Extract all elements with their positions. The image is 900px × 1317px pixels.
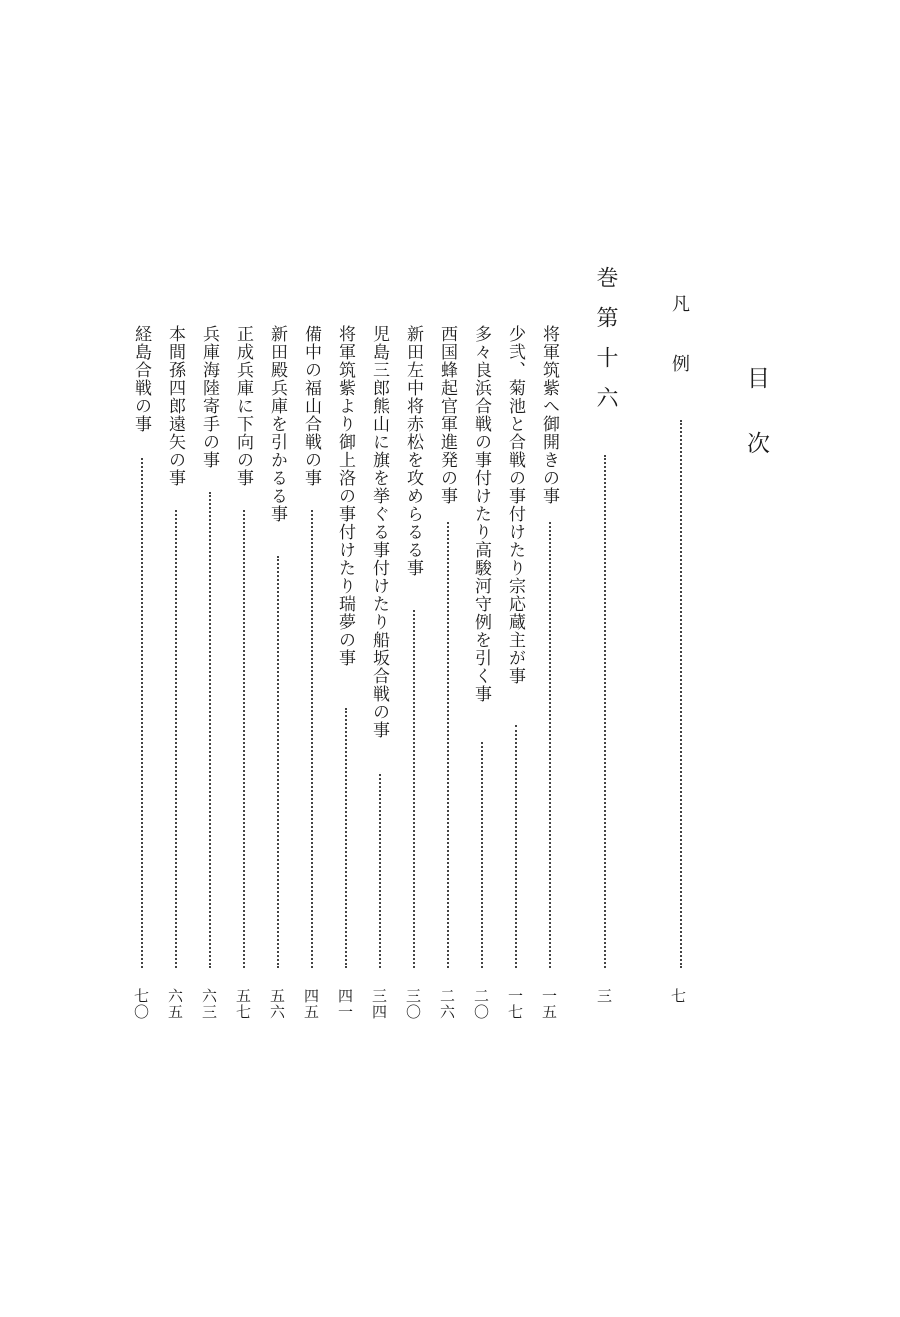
toc-entry-label[interactable]: 多々良浜合戦の事付けたり高駿河守例を引く事: [471, 325, 491, 703]
toc-entry-label[interactable]: 将軍筑紫より御上洛の事付けたり瑞夢の事: [335, 325, 355, 667]
toc-volume-leader: [604, 455, 606, 968]
toc-entry-label[interactable]: 将軍筑紫へ御開きの事: [539, 325, 559, 505]
toc-entry-leader: [141, 458, 143, 968]
toc-entry-label[interactable]: 経島合戦の事: [131, 325, 151, 433]
toc-entry-page: 五七: [234, 988, 252, 1020]
toc-entry-label[interactable]: 新田殿兵庫を引かるる事: [267, 325, 287, 523]
toc-entry-label[interactable]: 児島三郎熊山に旗を挙ぐる事付けたり船坂合戦の事: [369, 325, 389, 739]
toc-entry-label[interactable]: 兵庫海陸寄手の事: [199, 325, 219, 469]
toc-entry-leader: [549, 522, 551, 968]
page-title: 目次: [743, 366, 769, 496]
toc-entry-leader: [447, 522, 449, 968]
toc-entry-page: 六五: [166, 988, 184, 1020]
toc-volume-page: 三: [595, 988, 613, 1004]
toc-entry-page: 四一: [336, 988, 354, 1020]
toc-entry-leader: [209, 492, 211, 968]
toc-entry-label[interactable]: 少弐、菊池と合戦の事付けたり宗応蔵主が事: [505, 325, 525, 685]
toc-entry-leader: [243, 510, 245, 968]
toc-front-page: 七: [669, 988, 687, 1004]
toc-entry-leader: [413, 610, 415, 968]
toc-entry-page: 七〇: [132, 988, 150, 1020]
toc-entry-label[interactable]: 備中の福山合戦の事: [301, 325, 321, 487]
toc-entry-page: 一五: [540, 988, 558, 1020]
toc-front-leader: [680, 420, 682, 968]
toc-entry-page: 五六: [268, 988, 286, 1020]
toc-entry-leader: [175, 510, 177, 968]
toc-front-label[interactable]: 凡例: [669, 294, 690, 414]
toc-entry-page: 四五: [302, 988, 320, 1020]
toc-entry-leader: [379, 774, 381, 968]
toc-entry-page: 二〇: [472, 988, 490, 1020]
toc-entry-label[interactable]: 本間孫四郎遠矢の事: [165, 325, 185, 487]
toc-entry-leader: [481, 742, 483, 968]
toc-entry-leader: [277, 556, 279, 968]
toc-entry-label[interactable]: 正成兵庫に下向の事: [233, 325, 253, 487]
toc-entry-page: 二六: [438, 988, 456, 1020]
toc-entry-page: 三四: [370, 988, 388, 1020]
toc-entry-page: 一七: [506, 988, 524, 1020]
toc-entry-label[interactable]: 西国蜂起官軍進発の事: [437, 325, 457, 505]
toc-entry-page: 三〇: [404, 988, 422, 1020]
toc-entry-leader: [515, 725, 517, 968]
toc-entry-leader: [311, 510, 313, 968]
toc-volume-title[interactable]: 巻第十六: [593, 266, 618, 426]
toc-entry-page: 六三: [200, 988, 218, 1020]
toc-entry-label[interactable]: 新田左中将赤松を攻めらるる事: [403, 325, 423, 577]
toc-entry-leader: [345, 708, 347, 968]
